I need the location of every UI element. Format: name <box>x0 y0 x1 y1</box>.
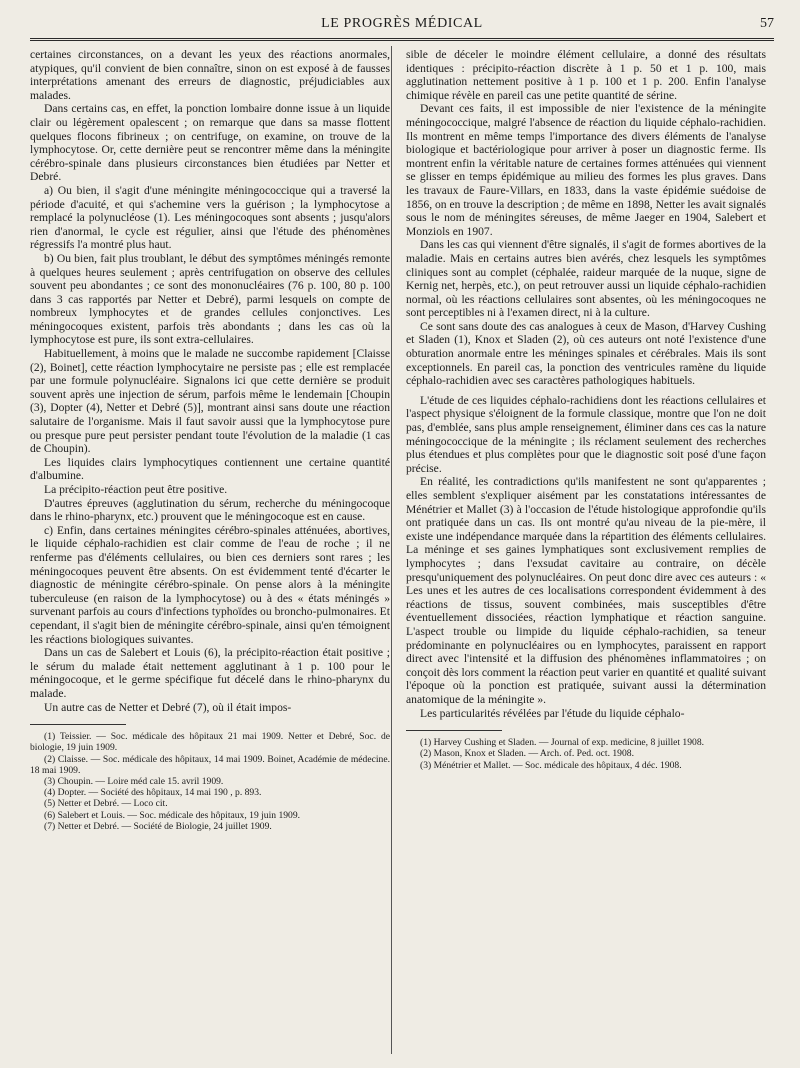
footnote: (2) Claisse. — Soc. médicale des hôpitaux, 14 mai 1909. Boinet, Académie de médecine. 18 mai 1909. <box>30 753 390 776</box>
footnotes <box>406 737 766 771</box>
paragraph: Dans les cas qui viennent d'être signalés, il s'agit de formes abortives de la maladie. Mais en certains autres bien avérés, chez lesquels les symptômes cliniques sont au complet (céphalée, raideur marquée de la nuque, signe de Kernig net, herpès, etc.), on peut retrouver aussi un liquide céphalo-rachidien normal, où les réactions cellulaires sont absentes, où les méningocoques ne sont perceptibles ni à l'examen direct, ni à la culture. <box>406 238 766 320</box>
footnote-rule <box>406 730 502 731</box>
paragraph: Ce sont sans doute des cas analogues à ceux de Mason, d'Harvey Cushing et Sladen (1), Knox et Sladen (2), où ces auteurs ont noté l'existence d'une obturation anormale entre les méninges spinales et cérébrales. Mais ils sont exceptionnels. En pareil cas, la ponction des ventricules ramène du liquide céphalo-rachidien avec ses caractères pathologiques habituels. <box>406 319 766 388</box>
footnote: (1) Teissier. — Soc. médicale des hôpitaux 21 mai 1909. Netter et Debré, Soc. de biologie, 19 juin 1909. <box>30 731 390 754</box>
footnote-rule <box>30 724 126 725</box>
footnote: (6) Salebert et Louis. — Soc. médicale des hôpitaux, 19 juin 1909. <box>44 809 301 821</box>
paragraph: En réalité, les contradictions qu'ils manifestent ne sont qu'apparentes ; elles semblent s'expliquer aisément par les constatations intéressantes de Ménétrier et Mallet (3) à l'occasion de l'étude histologique approfondie qu'ils ont pratiquée dans un cas. Ils ont montré qu'au niveau de la pie-mère, il existe une indépendance marquée dans la répartition des éléments cellulaires. La méninge et ses gaines lymphatiques sont exclusivement remplies de lymphocytes ; dans l'exsudat cavitaire au contraire, on décèle presqu'uniquement des polynucléaires. On peut donc dire avec ces auteurs : « Les unes et les autres de ces localisations correspondent évidemment à des réactions de tissus, souvent combinées, mais susceptibles d'être éventuellement dissociées, réaction lymphatique et réaction sanguine. L'aspect trouble ou limpide du liquide céphalo-rachidien, sa teneur prédominante en polynucléaires ou en lymphocytes, paraissent en rapport direct avec l'intensité et la diffusion des phénomènes inflammatoires ; on conçoit dès lors comment la réaction peut varier en quantité et qualité suivant l'époque où la ponction est pratiquée, suivant aussi la détermination anatomique de la méningite ». <box>406 475 766 706</box>
footnote: (5) Netter et Debré. — Loco cit. <box>44 798 168 810</box>
paragraph: Habituellement, à moins que le malade ne succombe rapidement [Claisse (2), Boinet], cette réaction lymphocytaire ne persiste pas ; elle est remplacée par une formule polynucléaire. Signalons ici que cette dernière se produit souvent après une injection de sérum, parfois même le lendemain [Choupin (3), Dopter (4), Netter et Debré (5)], montrant ainsi sans doute une réaction salutaire de l'organisme. Mais il faut savoir aussi que la lymphocytose pure ou presque pure peut persister pendant toute l'évolution de la maladie (1 cas de Choupin). <box>30 347 390 456</box>
running-title: LE PROGRÈS MÉDICAL <box>321 16 483 31</box>
footnote: (4) Dopter. — Société des hôpitaux, 14 mai 190 , p. 893. <box>44 787 262 799</box>
column-divider <box>391 46 392 1054</box>
right-column <box>406 48 766 771</box>
paragraph: L'étude de ces liquides céphalo-rachidiens dont les réactions cellulaires et l'aspect physique s'éloignent de la formule classique, montre que l'on ne doit pas, d'emblée, sans plus ample renseignement, éliminer dans ces cas la nature méningococcique de la méningite ; ils réclament seulement des recherches plus étendues et plus complètes pour que le diagnostic soit posé d'une façon précise. <box>406 393 766 475</box>
paragraph: La précipito-réaction peut être positive. <box>44 483 228 496</box>
footnotes <box>30 731 390 832</box>
paragraph: D'autres épreuves (agglutination du sérum, recherche du méningocoque dans le rhino-pharynx, etc.) prouvent que le méningocoque est en cause. <box>30 496 390 524</box>
paragraph: Dans certains cas, en effet, la ponction lombaire donne issue à un liquide clair ou légèrement opalescent ; on remarque que dans sa masse flottent quelques flocons fibrineux ; on centrifuge, on examine, on trouve de la lymphocytose. Or, cette dernière peut se rencontrer même dans la méningite cérébro-spinale dans plusieurs circonstances bien étudiées par Netter et Debré. <box>30 102 390 184</box>
paragraph: Devant ces faits, il est impossible de nier l'existence de la méningite méningococcique, malgré l'absence de réaction du liquide céphalo-rachidien. Ils montrent en même temps l'importance des divers éléments de l'analyse biologique et bactériologique pour arriver à poser un diagnostic ferme. Ils montrent enfin la véritable nature de certaines formes atténuées qui viennent se glisser en temps épidémique au milieu des formes les plus graves. Dans les travaux de Faure-Villars, en 1833, dans la vaste épidémie suédoise de 1856, on en trouve la description ; de même en 1898, Netter les avait signalés sous le nom de méningites séreuses, de même Jaeger en 1904, Salebert et Monziols en 1907. <box>406 102 766 238</box>
header-rule <box>30 38 774 42</box>
paragraph: a) Ou bien, il s'agit d'une méningite méningococcique qui a traversé la période d'acuité, et qui s'achemine vers la guérison ; la lymphocytose a remplacé la polynucléose (1). Les méningocoques sont absents ; jusqu'alors rien d'anormal, le cycle est régulier, ainsi que l'étude des phénomènes régressifs l'a montré plus haut. <box>30 183 390 252</box>
footnote: (3) Choupin. — Loire méd cale 15. avril 1909. <box>44 775 224 787</box>
page-number: 57 <box>760 16 774 31</box>
left-column <box>30 48 390 832</box>
footnote: (7) Netter et Debré. — Société de Biologie, 24 juillet 1909. <box>44 820 272 832</box>
paragraph: Un autre cas de Netter et Debré (7), où il était impos- <box>44 700 292 714</box>
page-header <box>30 14 774 36</box>
paragraph: Les liquides clairs lymphocytiques contiennent une certaine quantité d'albumine. <box>30 455 390 483</box>
footnote: (1) Harvey Cushing et Sladen. — Journal of exp. medicine, 8 juillet 1908. <box>420 737 705 749</box>
paragraph: Dans un cas de Salebert et Louis (6), la précipito-réaction était positive ; le sérum du malade était nettement agglutinant à 1 p. 100 pour le méningocoque, et le germe spécifique fut décelé dans le rhino-pharynx du malade. <box>30 646 390 700</box>
paragraph: certaines circonstances, on a devant les yeux des réactions anormales, atypiques, qu'il convient de bien connaître, sinon on est exposé à de fausses interprétations amenant des erreurs de diagnostic, préjudiciables aux malades. <box>30 48 390 102</box>
paragraph: sible de déceler le moindre élément cellulaire, a donné des résultats identiques : précipito-réaction discrète à 1 p. 50 et 1 p. 100, mais agglutination nettement positive à 1 p. 100 et 1 p. 200. Enfin l'analyse chimique révèle en pareil cas une petite quantité de sérine. <box>406 48 766 102</box>
footnote: (2) Mason, Knox et Sladen. — Arch. of. Ped. oct. 1908. <box>420 748 634 760</box>
paragraph: c) Enfin, dans certaines méningites cérébro-spinales atténuées, abortives, le liquide céphalo-rachidien est clair comme de l'eau de roche ; il ne renferme pas d'éléments cellulaires, ou bien ces derniers sont rares ; les méningocoques peuvent être absents. On est évidemment tenté d'écarter le diagnostic de méningite cérébro-spinale. On pense alors à la méningite tuberculeuse (en raison de la lymphocytose) ou à des « états méningés » survenant parfois au cours d'infections typhoïdes ou broncho-pulmonaires. Et cependant, il s'agit bien de méningite cérébro-spinale, ainsi qu'en témoignent les réactions biologiques suivantes. <box>30 523 390 646</box>
paragraph: b) Ou bien, fait plus troublant, le début des symptômes méningés remonte à quelques heures seulement ; après centrifugation on observe des cellules souvent peu abondantes ; ce sont des mononucléaires (76 p. 100, 80 p. 100 dans 3 cas rapportés par Netter et Debré), parmi lesquels on compte de nombreux lymphocytes et de grandes cellules conjonctives. Les méningocoques existent, parfois très abondants ; dans les cas où la lymphocytose est pure, ils sont extra-cellulaires. <box>30 251 390 347</box>
paragraph: Les particularités révélées par l'étude du liquide céphalo- <box>420 706 685 720</box>
footnote: (3) Ménétrier et Mallet. — Soc. médicale des hôpitaux, 4 déc. 1908. <box>420 759 682 771</box>
